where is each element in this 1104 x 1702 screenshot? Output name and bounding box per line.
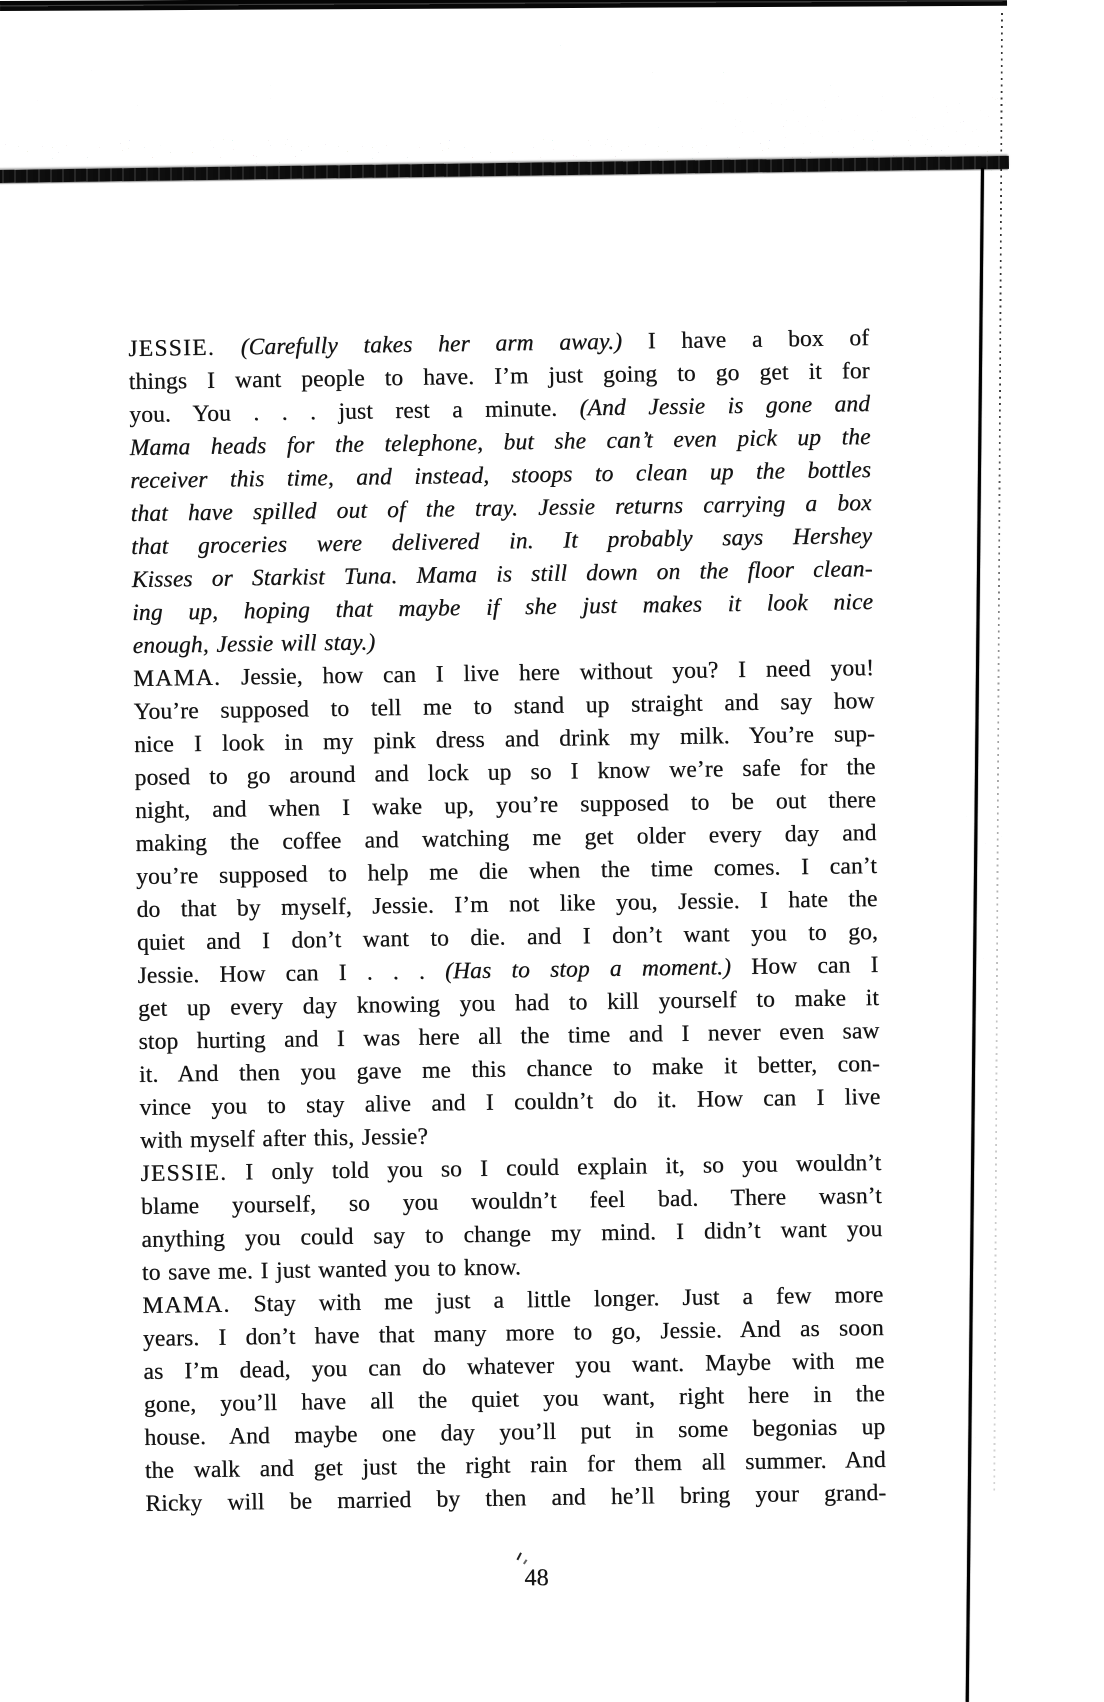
dialogue-text: the walk and get just the right rain for them all summer. And	[144, 1446, 886, 1484]
dialogue-text: nice I look in my pink dress and drink my milk. You’re sup-	[133, 720, 876, 758]
page-edge-line	[966, 168, 984, 1702]
dialogue-text: house. And maybe one day you’ll put in some begonias up	[144, 1413, 886, 1451]
dialogue-text: blame yourself, so you wouldn’t feel bad. There wasn’t	[140, 1182, 883, 1220]
page-edge-dots	[993, 13, 1003, 1493]
speaker-name: MAMA.	[132, 664, 222, 692]
dialogue-text: as I’m dead, you can do whatever you want. Maybe with me	[143, 1347, 885, 1385]
scan-top-bar	[0, 0, 1007, 11]
dialogue-text: Jessie, how can I live here without you? I need you!	[221, 654, 875, 691]
noise-header-wide	[0, 12, 1006, 170]
dialogue-text: years. I don’t have that many more to go, Jessie. And as soon	[142, 1314, 885, 1352]
dialogue-text: with myself after this, Jessie?	[139, 1123, 429, 1154]
scan-speck-icon	[516, 1552, 521, 1560]
dialogue-text: night, and when I wake up, you’re supposed to be out there	[134, 786, 877, 824]
speaker-name: MAMA.	[142, 1291, 231, 1319]
dialogue-text: Jessie. How can I . . .	[137, 958, 446, 989]
noise-header-left	[15, 35, 335, 155]
dialogue-text	[215, 334, 241, 360]
play-text	[128, 322, 889, 1663]
dialogue-text: gone, you’ll have all the quiet you want, right here in the	[143, 1380, 886, 1418]
dialogue-text: Stay with me just a little longer. Just a few more	[230, 1281, 884, 1318]
dialogue-text: quiet and I don’t want to die. and I don’t want you to go,	[136, 918, 879, 956]
stage-direction: (Has to stop a moment.)	[444, 954, 732, 985]
dialogue-text: making the coffee and watching me get older every day and	[135, 819, 877, 857]
noise-header-right	[540, 14, 1006, 166]
dialogue-text: I only told you so I could explain it, so you wouldn’t	[227, 1149, 882, 1186]
scan-shadow-band	[0, 156, 1009, 183]
dialogue-text: How can I	[730, 951, 879, 981]
dialogue-text: You’re supposed to tell me to stand up straight and say how	[133, 687, 875, 725]
dialogue-text: Ricky will be married by then and he’ll bring your grand-	[145, 1479, 887, 1517]
dialogue-text: you. You . . . just rest a minute.	[129, 395, 580, 428]
stage-direction: (And Jessie is gone and	[579, 391, 871, 422]
dialogue-text: vince you to stay alive and I couldn’t do it. How can I live	[139, 1083, 881, 1121]
speaker-name: JESSIE.	[140, 1159, 228, 1187]
dialogue-text: stop hurting and I was here all the time and I never even saw	[138, 1017, 880, 1055]
dialogue-text: things I want people to have. I’m just going to go get it for	[128, 358, 870, 395]
speaker-name: JESSIE.	[128, 334, 216, 362]
stage-direction: Mama heads for the telephone, but she can’t even pick up the	[129, 423, 871, 461]
dialogue-text: get up every day knowing you had to kill yourself to make it	[137, 984, 880, 1022]
stage-direction: that have spilled out of the tray. Jessie returns carrying a box	[130, 489, 872, 527]
stage-direction: enough, Jessie will stay.)	[132, 629, 376, 659]
stage-direction: ing up, hoping that maybe if she just makes it look nice	[131, 588, 874, 626]
stage-direction: receiver this time, and instead, stoops to clean up the bottles	[130, 456, 872, 494]
dialogue-text: posed to go around and lock up so I know we’re safe for the	[134, 753, 876, 791]
dialogue-text: do that by myself, Jessie. I’m not like you, Jessie. I hate the	[136, 885, 878, 923]
scan-speck-icon	[523, 1559, 527, 1564]
dialogue-text: to save me. I just wanted you to know.	[141, 1254, 522, 1286]
stage-direction: that groceries were delivered in. It probably says Hershey	[130, 522, 873, 560]
dialogue-text: it. And then you gave me this chance to make it better, con-	[138, 1050, 881, 1088]
stage-direction: Kisses or Starkist Tuna. Mama is still down on the floor clean-	[131, 555, 873, 593]
dialogue-text: I have a box of	[621, 325, 870, 355]
dialogue-text: anything you could say to change my mind. I didn’t want you	[141, 1215, 883, 1253]
page-number	[491, 1562, 581, 1593]
page-number-value: 48	[524, 1564, 549, 1592]
dialogue-text: you’re supposed to help me die when the time comes. I can’t	[135, 852, 878, 890]
stage-direction: (Carefully takes her arm away.)	[240, 328, 623, 361]
